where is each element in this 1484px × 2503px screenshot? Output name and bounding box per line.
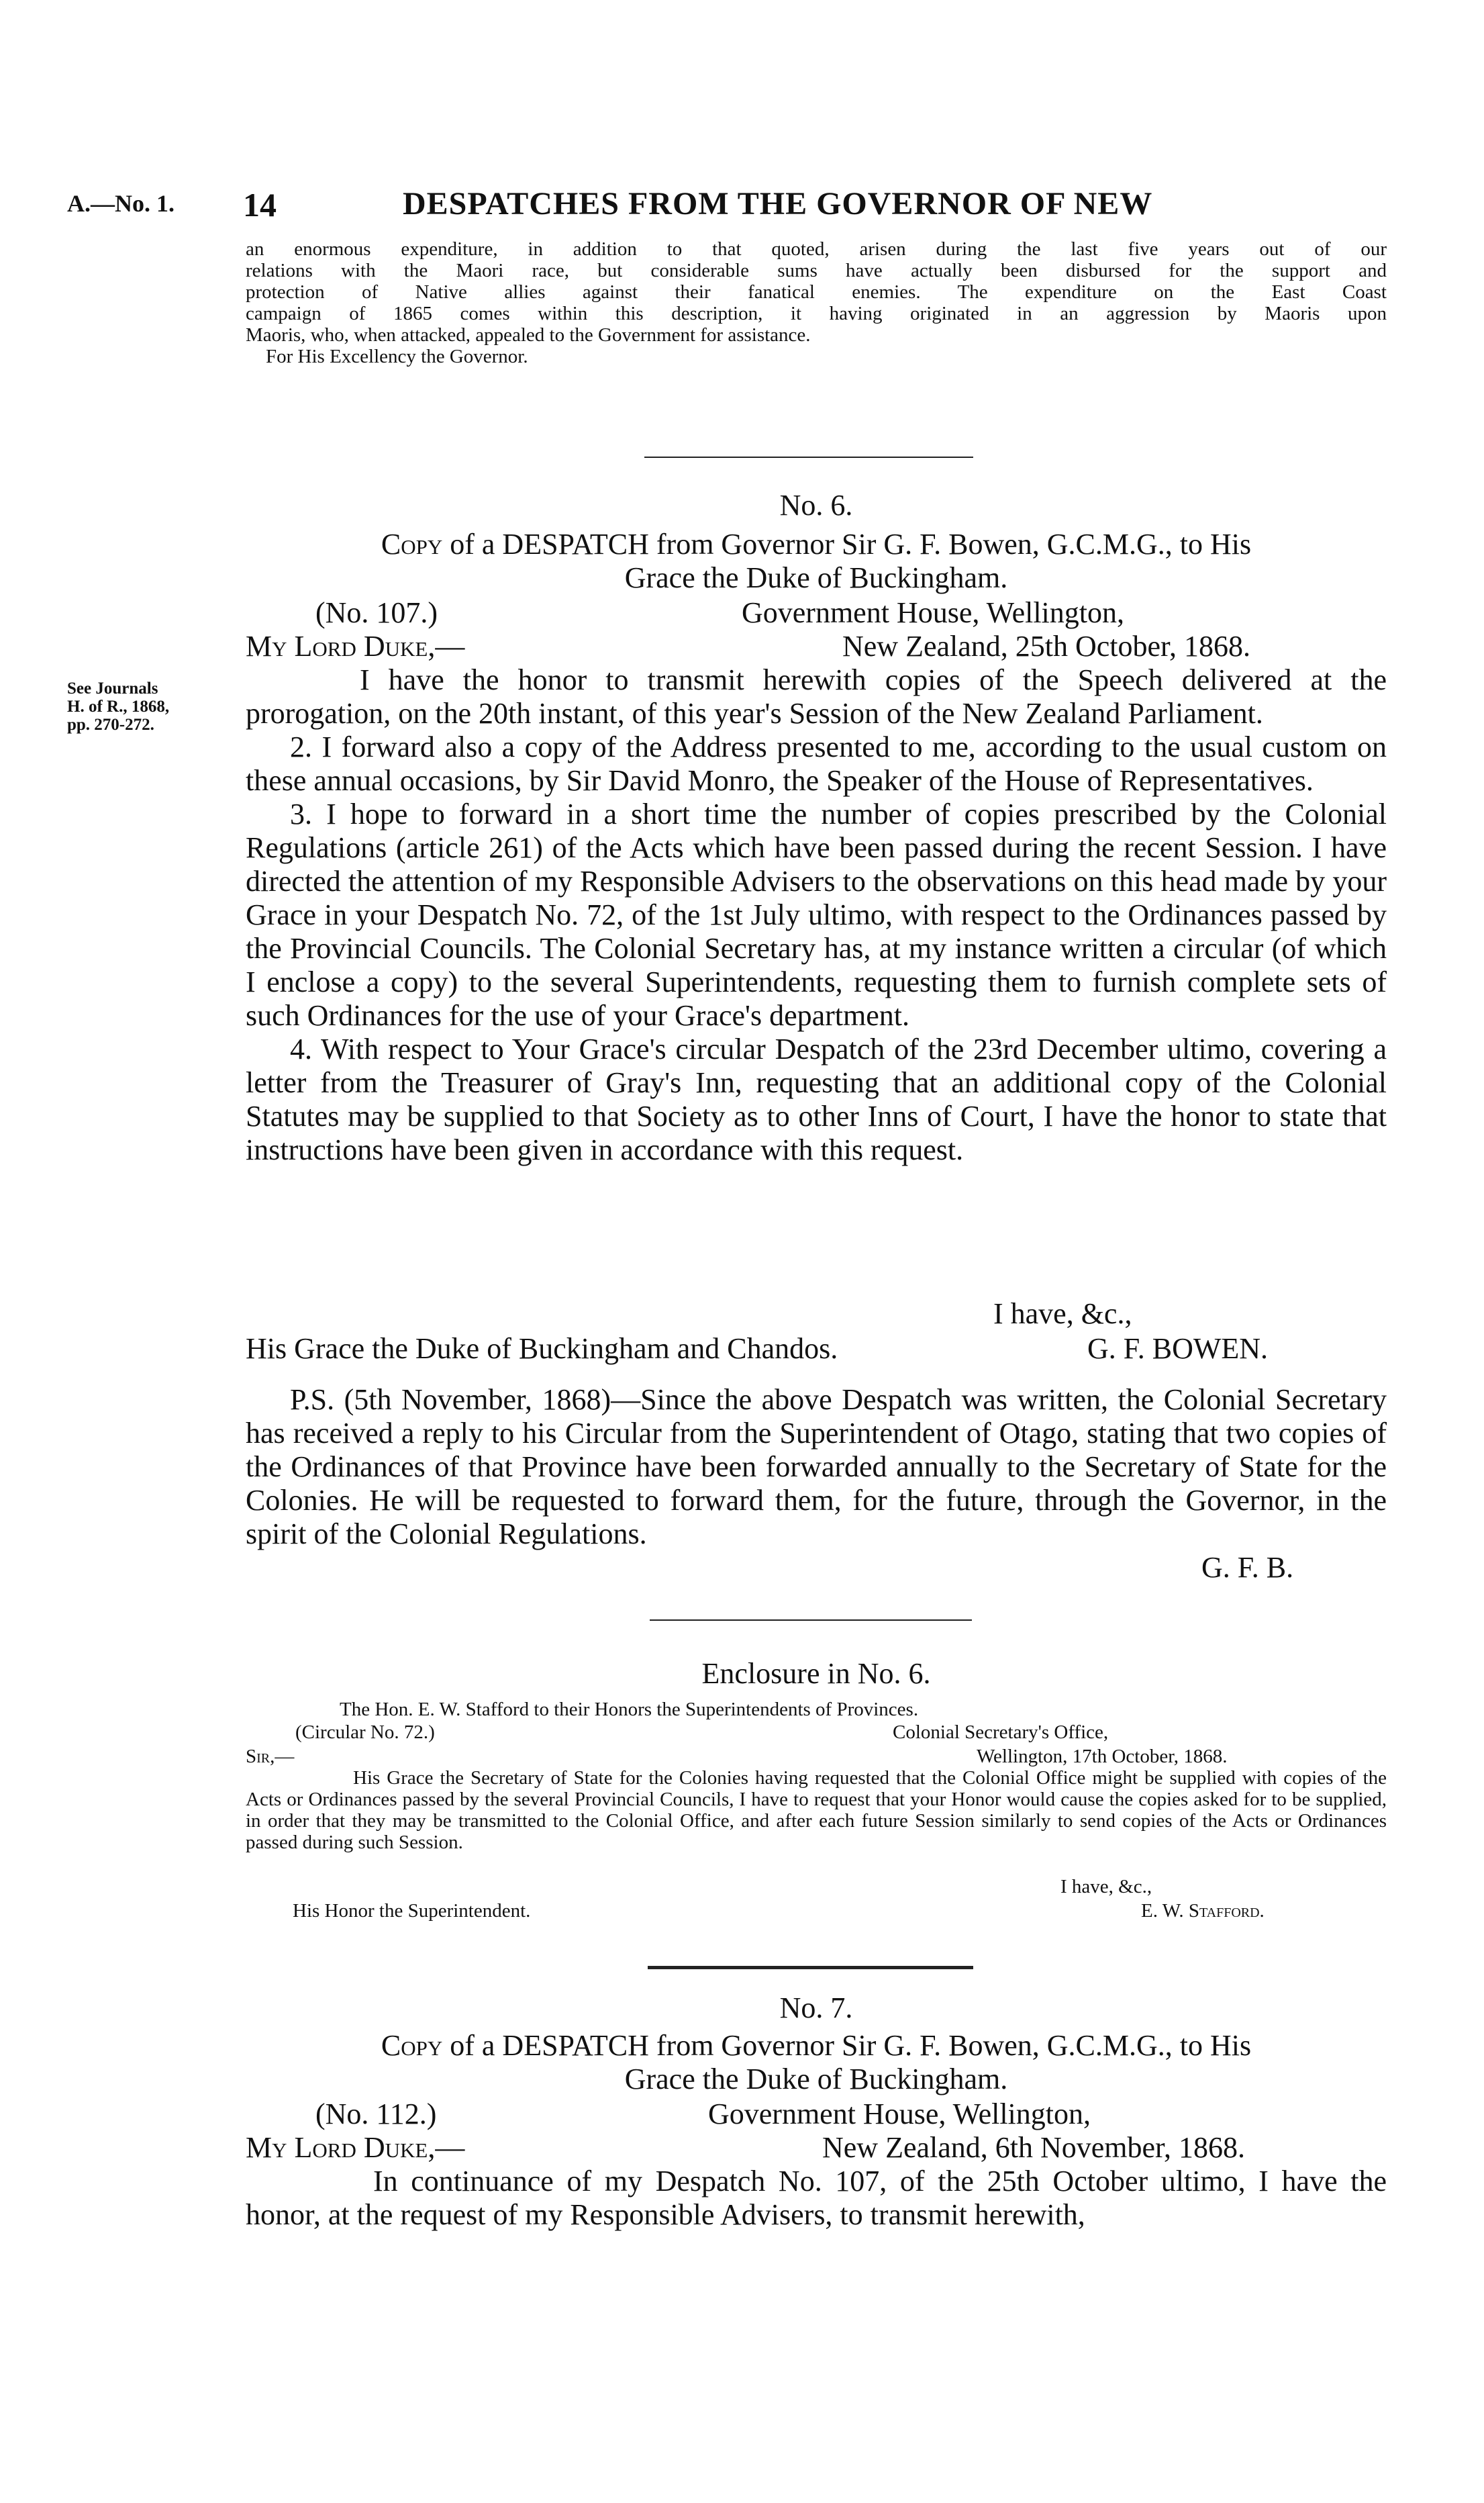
enclosure-date: Wellington, 17th October, 1868. bbox=[977, 1746, 1228, 1767]
body-paragraph: 4. With respect to Your Grace's circular Despatch of the 23rd December ultimo, covering a letter from the Treasurer of Gray's Inn, requesting that an additional copy of the Colonial Statutes may be supplied to that Society as to other Inns of Court, I have the honor to state that instructions have been given in accordance with this request. bbox=[246, 1033, 1387, 1166]
section-divider bbox=[650, 1619, 972, 1621]
salutation: My Lord Duke,— bbox=[246, 630, 465, 663]
heading-line: of a DESPATCH from Governor Sir G. F. Bowen, G.C.M.G., to His bbox=[450, 2029, 1252, 2062]
heading-prefix: Copy bbox=[381, 2029, 443, 2062]
circular-number: (Circular No. 72.) bbox=[295, 1721, 435, 1743]
section-divider bbox=[644, 457, 973, 458]
closing: I have, &c., bbox=[993, 1297, 1132, 1330]
body-paragraph: In continuance of my Despatch No. 107, of the 25th October ultimo, I have the honor, at the request of my Responsible Advisers, to transmit herewith, bbox=[246, 2165, 1387, 2231]
opening-line: relations with the Maori race, but considerable sums have actually been disbursed for the support and bbox=[246, 260, 1387, 281]
body-paragraph: I have the honor to transmit herewith copies of the Speech delivered at the prorogation, on the 20th instant, of this year's Session of the New Zealand Parliament. bbox=[246, 663, 1387, 730]
body-paragraph: 2. I forward also a copy of the Address presented to me, according to the usual custom on these annual occasions, by Sir David Monro, the Speaker of the House of Representatives. bbox=[246, 730, 1387, 797]
postscript-initials: G. F. B. bbox=[1201, 1551, 1294, 1584]
salutation: My Lord Duke,— bbox=[246, 2131, 465, 2164]
addressee: His Grace the Duke of Buckingham and Chandos. bbox=[246, 1332, 838, 1365]
margin-note-line: H. of R., 1868, bbox=[67, 698, 170, 716]
margin-note bbox=[67, 679, 169, 734]
despatch-place: Government House, Wellington, bbox=[742, 596, 1125, 629]
margin-note-line: pp. 270-272. bbox=[67, 716, 154, 734]
enclosure-body bbox=[246, 1767, 1387, 1853]
despatch-body bbox=[246, 2165, 1387, 2232]
enclosure-title: Enclosure in No. 6. bbox=[701, 1657, 931, 1690]
despatch-place: Government House, Wellington, bbox=[708, 2097, 1091, 2130]
postscript-text: P.S. (5th November, 1868)—Since the above Despatch was written, the Colonial Secretary has received a reply to his Circular from the Superintendent of Otago, stating that two copies of the Ordinances of that Province have been forwarded annually to the Secretary of State for the Colonies. He will be requested to forward them, for the future, through the Governor, in the spirit of the Colonial Regulations. bbox=[246, 1383, 1387, 1550]
despatch-number: No. 7. bbox=[779, 1991, 853, 2024]
office: Colonial Secretary's Office, bbox=[893, 1721, 1109, 1743]
despatch-ref-number: (No. 112.) bbox=[315, 2097, 437, 2130]
enclosure-body-text: His Grace the Secretary of State for the Colonies having requested that the Colonial Office might be supplied with copies of the Acts or Ordinances passed by the several Provincial Councils, I have to request that your Honor would cause the copies asked for to be supplied, in order that they may be transmitted to the Colonial Office, and after each future Session similarly to send copies of the Acts or Ordinances passed during such Session. bbox=[246, 1767, 1387, 1853]
salutation: Sir,— bbox=[246, 1746, 295, 1767]
document-reference: A.—No. 1. bbox=[67, 190, 175, 217]
despatch-number: No. 6. bbox=[779, 489, 853, 522]
enclosure-closing: I have, &c., bbox=[1060, 1876, 1152, 1897]
heading-line: Grace the Duke of Buckingham. bbox=[624, 561, 1008, 594]
enclosure-subtitle: The Hon. E. W. Stafford to their Honors the Superintendents of Provinces. bbox=[340, 1699, 919, 1720]
heading-line: of a DESPATCH from Governor Sir G. F. Bowen, G.C.M.G., to His bbox=[450, 528, 1252, 561]
postscript bbox=[246, 1383, 1387, 1551]
signature: G. F. BOWEN. bbox=[1087, 1332, 1269, 1365]
despatch-heading bbox=[246, 528, 1387, 595]
opening-line: an enormous expenditure, in addition to that quoted, arisen during the last five years out of our bbox=[246, 238, 1387, 260]
enclosure-signature: E. W. Stafford. bbox=[1141, 1900, 1265, 1922]
opening-paragraph bbox=[246, 238, 1387, 367]
body-paragraph: 3. I hope to forward in a short time the number of copies prescribed by the Colonial Regulations (article 261) of the Acts which have been passed during the recent Session. I have directed the attention of my Responsible Advisers to the observations on this head made by your Grace in your Despatch No. 72, of the 1st July ultimo, with respect to the Ordinances passed by the Provincial Councils. The Colonial Secretary has, at my instance written a circular (of which I enclose a copy) to the several Superintendents, requesting them to furnish complete sets of such Ordinances for the use of your Grace's department. bbox=[246, 798, 1387, 1032]
heading-line: Grace the Duke of Buckingham. bbox=[624, 2063, 1008, 2095]
section-divider bbox=[648, 1966, 973, 1969]
page-number: 14 bbox=[243, 186, 277, 224]
despatch-ref-number: (No. 107.) bbox=[315, 596, 438, 629]
margin-note-line: See Journals bbox=[67, 679, 158, 698]
despatch-body bbox=[246, 663, 1387, 1167]
opening-line: campaign of 1865 comes within this description, it having originated in an aggression by Maoris upon bbox=[246, 303, 1387, 324]
despatch-date: New Zealand, 6th November, 1868. bbox=[822, 2131, 1245, 2164]
despatch-heading bbox=[246, 2029, 1387, 2096]
opening-line: protection of Native allies against their fanatical enemies. The expenditure on the East Coast bbox=[246, 281, 1387, 303]
opening-line: Maoris, who, when attacked, appealed to the Government for assistance. bbox=[246, 324, 811, 346]
page-title: DESPATCHES FROM THE GOVERNOR OF NEW bbox=[403, 186, 1153, 222]
enclosure-addressee: His Honor the Superintendent. bbox=[293, 1900, 531, 1922]
heading-prefix: Copy bbox=[381, 528, 443, 561]
opening-signoff: For His Excellency the Governor. bbox=[266, 346, 528, 367]
despatch-date: New Zealand, 25th October, 1868. bbox=[842, 630, 1250, 663]
